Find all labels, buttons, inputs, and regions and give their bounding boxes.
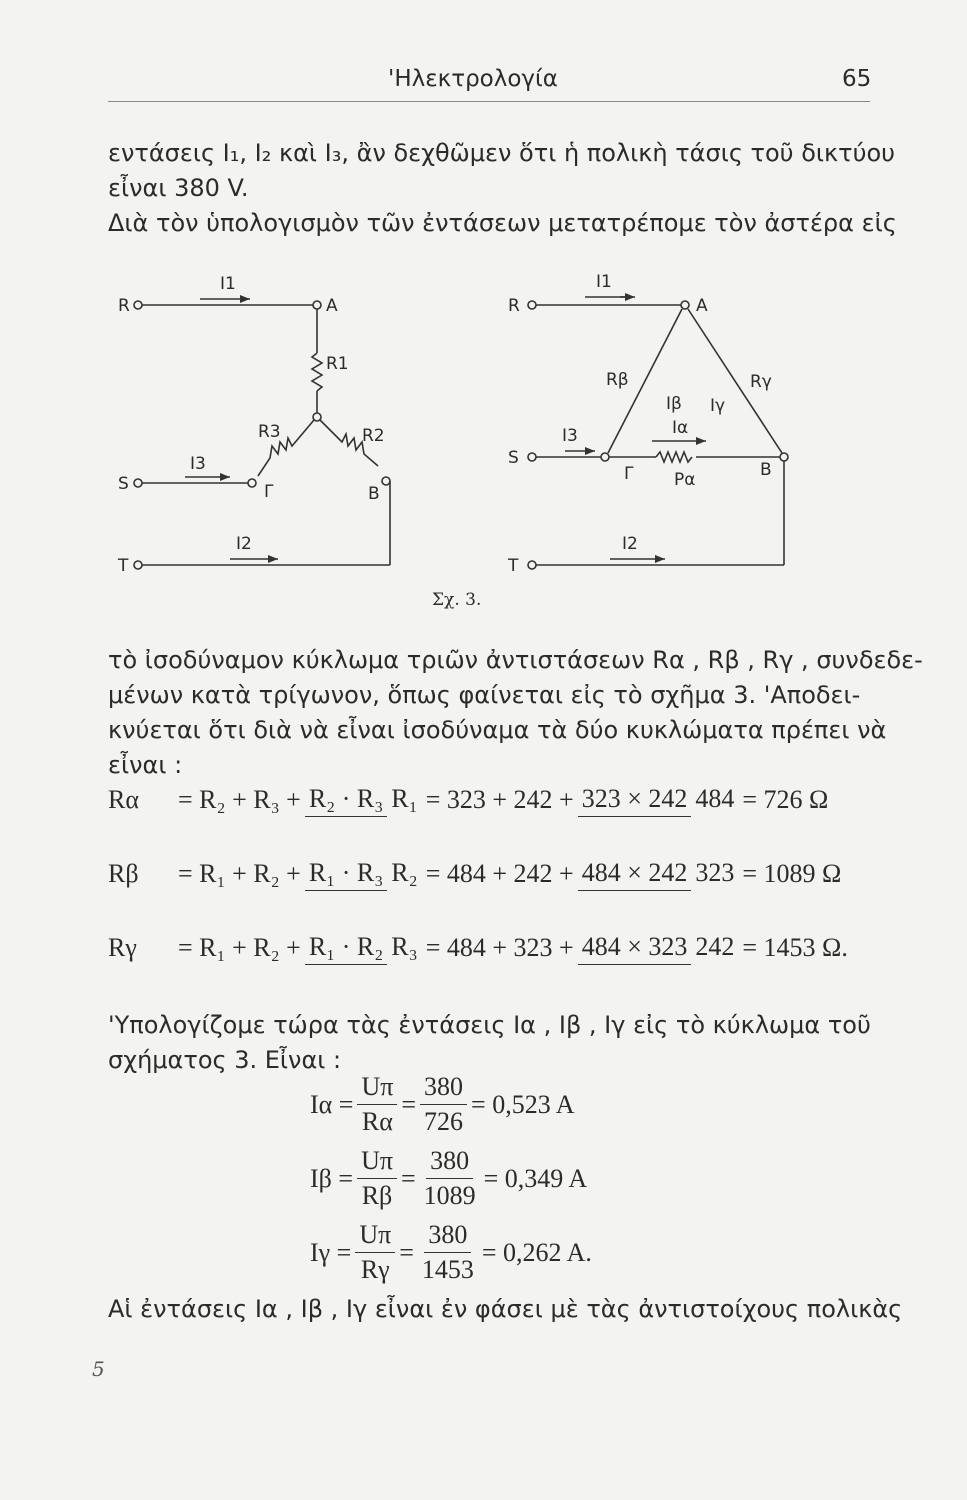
star-label-s: S	[118, 474, 129, 494]
star-label-i1: I1	[220, 274, 236, 294]
cur-lhs: Iγ =	[310, 1237, 352, 1267]
delta-label-i1: I1	[596, 272, 612, 292]
star-label-b: B	[368, 484, 380, 504]
eq-lhs: Rγ	[108, 932, 137, 962]
cur-result: = 0,349 A	[483, 1163, 588, 1193]
eq-rhs2: = 323 + 242 +	[425, 784, 574, 814]
eq-den2: 323	[695, 858, 735, 887]
text-line-10: Αἱ ἐντάσεις Ια , Ιβ , Ιγ εἶναι ἐν φάσει μὲ τὰς ἀντιστοίχους πολικὰς	[108, 1295, 903, 1323]
eq-result: = 1089 Ω	[742, 858, 842, 888]
star-node-b	[382, 477, 390, 485]
cur-num2: 380	[420, 1072, 467, 1105]
eq-den2: 242	[695, 932, 735, 961]
star-label-r1: R1	[326, 354, 349, 374]
delta-label-i3: I3	[562, 426, 578, 446]
eq-num2: 323 × 242	[578, 784, 692, 817]
star-label-g: Γ	[264, 482, 274, 502]
eq-result: = 726 Ω	[742, 784, 829, 814]
text-line-2: εἶναι 380 V.	[108, 174, 249, 202]
text-line-6: κνύεται ὅτι διὰ νὰ εἶναι ἰσοδύναμα τὰ δύο κυκλώματα πρέπει νὰ	[108, 716, 887, 744]
eq-lhs: Rβ	[108, 858, 139, 888]
delta-label-b: B	[760, 460, 772, 480]
delta-label-r: R	[508, 296, 520, 316]
delta-node-g	[601, 453, 609, 461]
eq-fraction-2	[578, 856, 739, 891]
delta-node-b	[780, 453, 788, 461]
equation-rg	[108, 930, 848, 965]
star-label-i2: I2	[236, 534, 252, 554]
figure-caption: Σχ. 3.	[432, 590, 482, 610]
delta-label-a: A	[696, 296, 708, 316]
text-line-5: μένων κατὰ τρίγωνον, ὅπως φαίνεται εἰς τὸ σχῆμα 3. 'Αποδει-	[108, 681, 861, 709]
star-label-t: T	[118, 556, 129, 576]
cur-fraction	[355, 1220, 395, 1285]
delta-terminal-t	[528, 561, 536, 569]
eq-fraction	[305, 782, 422, 817]
resistor-ra	[656, 452, 692, 462]
cur-fraction-2	[420, 1072, 467, 1137]
eq-num: R₂ · R₃	[305, 784, 387, 817]
equation-ra	[108, 782, 828, 817]
cur-num: Uπ	[357, 1072, 397, 1105]
cur-fraction-2	[418, 1220, 478, 1285]
eq-num2: 484 × 242	[578, 858, 692, 891]
star-terminal-r	[134, 301, 142, 309]
eq-fraction	[305, 856, 422, 891]
text-line-1: εντάσεις Ι₁, Ι₂ καὶ Ι₃, ἂν δεχθῶμεν ὅτι ἡ πολικὴ τάσις τοῦ δικτύου	[108, 139, 896, 167]
cur-result: = 0,262 A.	[481, 1237, 592, 1267]
delta-label-ig: Iγ	[710, 396, 726, 416]
eq-den: R₃	[391, 932, 418, 961]
page-number: 65	[842, 66, 872, 92]
footer-mark: 5	[92, 1357, 105, 1381]
star-terminal-s	[134, 479, 142, 487]
cur-den2: 1453	[421, 1255, 474, 1284]
star-label-r: R	[118, 296, 130, 316]
eq-rhs1: = R₁ + R₂ +	[178, 932, 301, 962]
delta-label-t: T	[508, 556, 519, 576]
circuit-figure	[100, 265, 820, 610]
eq-num: R₁ · R₃	[305, 858, 387, 891]
star-label-a: A	[326, 296, 338, 316]
delta-terminal-s	[528, 453, 536, 461]
current-ig: Iγ = $\frac{U\pi}{R\gamma}$ = $\frac{380}{1453}$ = 0,262 A.	[310, 1220, 592, 1284]
eq-fraction-2	[578, 930, 739, 965]
cur-num2: 380	[424, 1220, 471, 1253]
cur-result: = 0,523 A	[471, 1089, 575, 1119]
header-rule	[108, 101, 870, 102]
delta-label-s: S	[508, 448, 519, 468]
delta-label-ia: Iα	[672, 418, 689, 438]
delta-label-i2: I2	[622, 534, 638, 554]
eq-fraction-2	[578, 782, 739, 817]
star-label-r3: R3	[258, 422, 281, 442]
text-line-4: τὸ ἰσοδύναμον κύκλωμα τριῶν ἀντιστάσεων Rα , Rβ , Rγ , συνδεδε-	[108, 646, 923, 674]
eq-den: R₁	[391, 784, 418, 813]
eq-num2: 484 × 323	[578, 932, 692, 965]
delta-label-ra: Pα	[674, 470, 696, 490]
cur-fraction-2	[420, 1146, 480, 1211]
cur-num: Uπ	[357, 1146, 397, 1179]
cur-den2: 1089	[423, 1181, 476, 1210]
running-header-title: 'Ηλεκτρολογία	[388, 66, 558, 92]
cur-fraction	[357, 1146, 397, 1211]
current-ib: Iβ = $\frac{U\pi}{R\beta}$ = $\frac{380}{1089}$ = 0,349 A	[310, 1146, 588, 1210]
cur-den: Rβ	[361, 1181, 393, 1210]
text-line-8: 'Υπολογίζομε τώρα τὰς ἐντάσεις Ια , Ιβ , Ιγ εἰς τὸ κύκλωμα τοῦ	[108, 1011, 871, 1039]
equation-rb	[108, 856, 841, 891]
delta-label-rg: Rγ	[750, 372, 772, 392]
cur-den2: 726	[424, 1107, 464, 1136]
eq-result: = 1453 Ω.	[742, 932, 848, 962]
star-terminal-t	[134, 561, 142, 569]
delta-label-ib: Iβ	[666, 394, 682, 414]
cur-num2: 380	[426, 1146, 473, 1179]
eq-rhs2: = 484 + 323 +	[425, 932, 574, 962]
delta-label-g: Γ	[624, 464, 634, 484]
cur-den: Rγ	[360, 1255, 390, 1284]
eq-lhs: Rα	[108, 784, 139, 814]
text-line-3: Διὰ τὸν ὑπολογισμὸν τῶν ἐντάσεων μετατρέπομε τὸν ἀστέρα εἰς	[108, 209, 897, 237]
star-label-i3: I3	[190, 454, 206, 474]
eq-num: R₁ · R₂	[305, 932, 387, 965]
current-ia: Iα = $\frac{U\pi}{R\alpha}$ = $\frac{380}{726}$ = 0,523 A	[310, 1072, 575, 1136]
cur-den: Rα	[361, 1107, 393, 1136]
star-node-g	[248, 479, 256, 487]
eq-den: R₂	[391, 858, 418, 887]
star-center-node	[313, 413, 321, 421]
text-line-7: εἶναι :	[108, 751, 183, 779]
eq-rhs1: = R₂ + R₃ +	[178, 784, 301, 814]
eq-fraction	[305, 930, 422, 965]
eq-rhs1: = R₁ + R₂ +	[178, 858, 301, 888]
delta-node-a	[681, 301, 689, 309]
cur-num: Uπ	[355, 1220, 395, 1253]
resistor-r1	[312, 353, 322, 391]
star-label-r2: R2	[362, 426, 385, 446]
cur-fraction	[357, 1072, 397, 1137]
delta-terminal-r	[528, 301, 536, 309]
cur-lhs: Iα =	[310, 1089, 354, 1119]
eq-rhs2: = 484 + 242 +	[425, 858, 574, 888]
text-line-9: σχήματος 3. Εἶναι :	[108, 1046, 342, 1074]
cur-lhs: Iβ =	[310, 1163, 354, 1193]
eq-den2: 484	[695, 784, 735, 813]
star-node-a	[313, 301, 321, 309]
delta-label-rb: Rβ	[606, 370, 629, 390]
